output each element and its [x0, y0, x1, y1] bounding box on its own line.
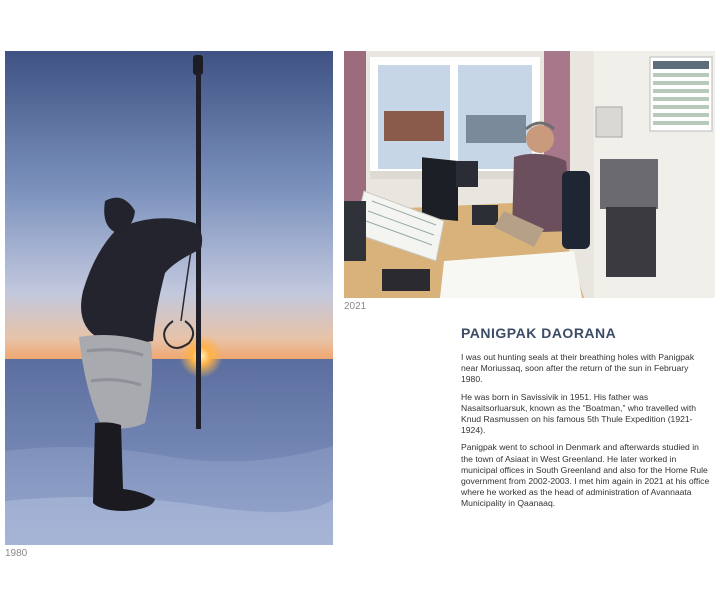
- article-paragraph: Panigpak went to school in Denmark and afterwards studied in the town of Asiaat in West Greenland. He later worked in municipal offices in South Greenland and also for the Home Rule government from 2002-2003. I met him again in 2021 at his office where he worked as the head of administration of Avannaata Municipality in Qaanaaq.: [461, 442, 710, 509]
- article-body: [461, 352, 711, 516]
- hunter-photo-1980: [5, 51, 333, 545]
- article-paragraph: I was out hunting seals at their breathing holes with Panigpak near Moriussaq, soon after the return of the sun in February 1980.: [461, 352, 695, 385]
- photo-caption-year: 2021: [344, 301, 367, 312]
- article-title: PANIGPAK DAORANA: [461, 325, 617, 341]
- office-photo-2021: [344, 51, 715, 298]
- photo-caption-year: 1980: [5, 548, 28, 559]
- article-paragraph: He was born in Savissivik in 1951. His father was Nasaitsorluarsuk, known as the “Boatman,” who travelled with Knud Rasmussen on his famous 5th Thule Expedition (1921-1924).: [461, 391, 697, 436]
